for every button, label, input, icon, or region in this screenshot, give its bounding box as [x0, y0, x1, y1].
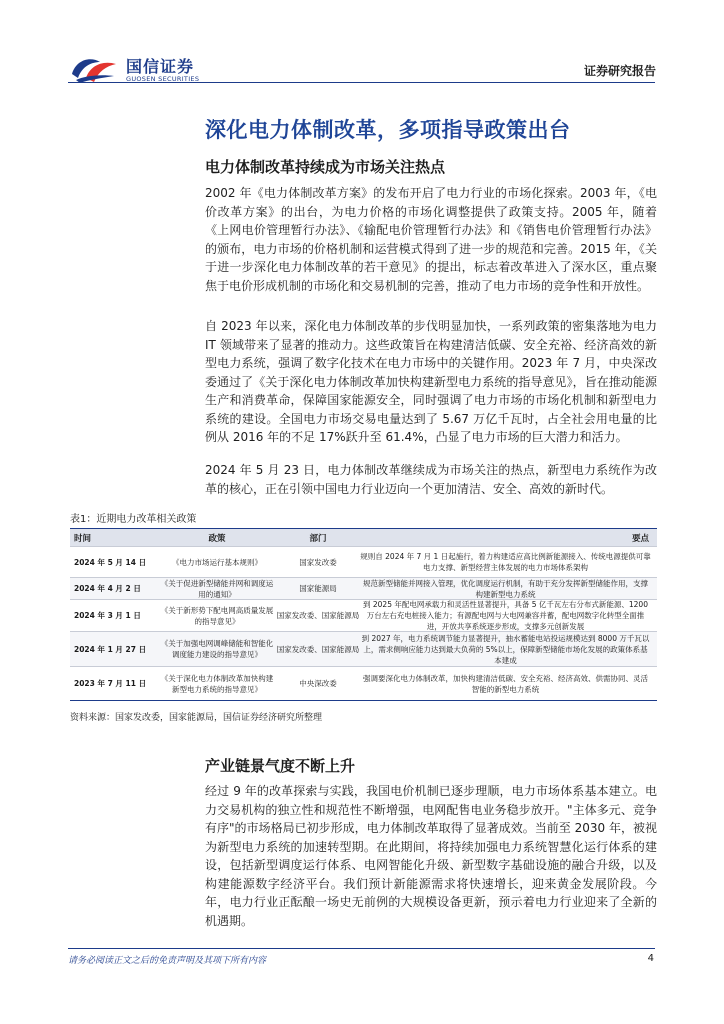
logo-english-name: GUOSEN SECURITIES [126, 75, 200, 83]
table-cell-date: 2024 年 3 月 1 日 [74, 611, 141, 620]
table-cell-date: 2024 年 5 月 14 日 [74, 557, 147, 567]
subsection-title-industry-chain: 产业链景气度不断上升 [205, 757, 356, 775]
paragraph-reform-history: 2002 年《电力体制改革方案》的发布开启了电力行业的市场化探索。2003 年，《电价改革方案》的出台，为电力价格的市场化调整提供了政策支持。2005 年，随着《上网电价管理暂行办法》、《输配电价管理暂行办法》和《销售电价管理暂行办法》的颁布，电力市场的价格机制和运营模式得到了进一步的规范和完善。2015 年，《关于进一步深化电力体制改革的若干意见》的提出，标志着改革进入了深水区，重点聚焦于电价形成机制的市场化和交易机制的完善，推动了电力市场的竞争性和开放性。 [205, 186, 657, 293]
table-row [70, 577, 657, 599]
table-header-row [70, 529, 657, 546]
table-row [70, 666, 657, 700]
table-cell-dept: 国家发改委、国家能源局 [276, 611, 360, 620]
table-row [70, 631, 657, 666]
table-cell-key: 规范新型储能并网接入管理，优化调度运行机制，有助于充分发挥新型储能作用，支撑构建新型电力系统 [363, 578, 648, 599]
table-cell-date: 2023 年 7 月 11 日 [74, 679, 147, 688]
page-number: 4 [647, 953, 654, 964]
table-cell-date: 2024 年 1 月 27 日 [74, 644, 147, 654]
table-cell-dept: 国家发改委、国家能源局 [276, 644, 360, 654]
page-header [0, 0, 724, 90]
table-header-date: 时间 [74, 533, 92, 544]
guosen-logo-mark-icon [70, 52, 120, 84]
guosen-logo[interactable] [70, 50, 205, 90]
table-row [70, 599, 657, 631]
table-cell-dept: 中央深改委 [299, 679, 337, 688]
table-row [70, 546, 657, 577]
table-cell-key: 到 2027 年，电力系统调节能力显著提升，抽水蓄能电站投运规模达到 8000 万千瓦以上，需求侧响应能力达到最大负荷的 5%以上，保障新型储能市场化发展的政策体系基本建成 [361, 633, 650, 665]
table-cell-dept: 国家能源局 [299, 584, 337, 593]
report-type-label: 证券研究报告 [583, 64, 656, 78]
table-cell-date: 2024 年 4 月 2 日 [74, 584, 141, 593]
section-title: 深化电力体制改革，多项指导政策出台 [205, 118, 571, 142]
table-header-key: 要点 [631, 533, 649, 544]
table-cell-policy: 《关于深化电力体制改革加快构建新型电力系统的指导意见》 [160, 673, 274, 694]
table-cell-key: 强调要深化电力体制改革，加快构建清洁低碳、安全充裕、经济高效、供需协同、灵活智能的新型电力系统 [363, 673, 648, 694]
header-divider [68, 82, 655, 83]
table-header-policy: 政策 [208, 533, 226, 544]
policy-table [70, 528, 657, 701]
paragraph-reform-2023: 自 2023 年以来，深化电力体制改革的步伐明显加快，一系列政策的密集落地为电力 IT 领域带来了显著的推动力。这些政策旨在构建清洁低碳、安全充裕、经济高效的新型电力系统，强调了数字化技术在电力市场中的关键作用。2023 年 7 月，中央深改委通过了《关于深化电力体制改革加快构建新型电力系统的指导意见》，旨在推动能源生产和消费革命，保障国家能源安全，同时强调了电力市场的市场化机制和新型电力系统的建设。全国电力市场交易电量达到了 5.67 万亿千瓦时，占全社会用电量的比例从 2016 年的不足 17%跃升至 61.4%，凸显了电力市场的巨大潜力和活力。 [205, 319, 657, 444]
table-cell-dept: 国家发改委 [299, 557, 337, 567]
paragraph-reform-2024: 2024 年 5 月 23 日，电力体制改革继续成为市场关注的热点，新型电力系统作为改革的核心，正在引领中国电力行业迈向一个更加清洁、安全、高效的新时代。 [205, 463, 657, 496]
subsection-title-reform: 电力体制改革持续成为市场关注热点 [205, 158, 446, 176]
table-source-note: 资料来源：国家发改委，国家能源局，国信证券经济研究所整理 [70, 713, 323, 723]
table-caption: 表1：近期电力改革相关政策 [70, 514, 197, 525]
table-cell-policy: 《关于促进新型储能并网和调度运用的通知》 [160, 578, 274, 599]
table-cell-policy: 《关于加强电网调峰储能和智能化调度能力建设的指导意见》 [160, 639, 274, 659]
table-cell-policy: 《关于新形势下配电网高质量发展的指导意见》 [160, 605, 274, 626]
table-cell-policy: 《电力市场运行基本规则》 [172, 557, 262, 567]
table-cell-key: 规则自 2024 年 7 月 1 日起施行，着力构建适应高比例新能源接入、传统电源提供可靠电力支撑、新型经营主体发展的电力市场体系架构 [360, 552, 651, 572]
logo-chinese-name: 国信证券 [126, 57, 195, 76]
table-cell-key: 到 2025 年配电网承载力和灵活性显著提升，具备 5 亿千瓦左右分布式新能源、1200 万台左右充电桩接入能力；有源配电网与大电网兼容并蓄，配电网数字化转型全面推进，开放共享系统逐步形成，支撑多元创新发展 [363, 600, 648, 631]
footer-disclaimer: 请务必阅读正文之后的免责声明及其项下所有内容 [68, 956, 267, 966]
table-header-dept: 部门 [309, 533, 327, 544]
footer-divider [68, 948, 655, 949]
paragraph-industry-chain: 经过 9 年的改革探索与实践，我国电价机制已逐步理顺，电力市场体系基本建立。电力交易机构的独立性和规范性不断增强，电网配售电业务稳步放开。"主体多元、竞争有序"的市场格局已初步形成，电力体制改革取得了显著成效。当前至 2030 年，被视为新型电力系统的加速转型期。在此期间，将持续加强电力系统智慧化运行体系的建设，包括新型调度运行体系、电网智能化升级、新型数字基础设施的融合升级，以及构建能源数字经济平台。我们预计新能源需求将快速增长，迎来黄金发展阶段。今年，电力行业正酝酿一场史无前例的大规模设备更新，预示着电力行业迎来了全新的机遇期。 [205, 784, 657, 928]
